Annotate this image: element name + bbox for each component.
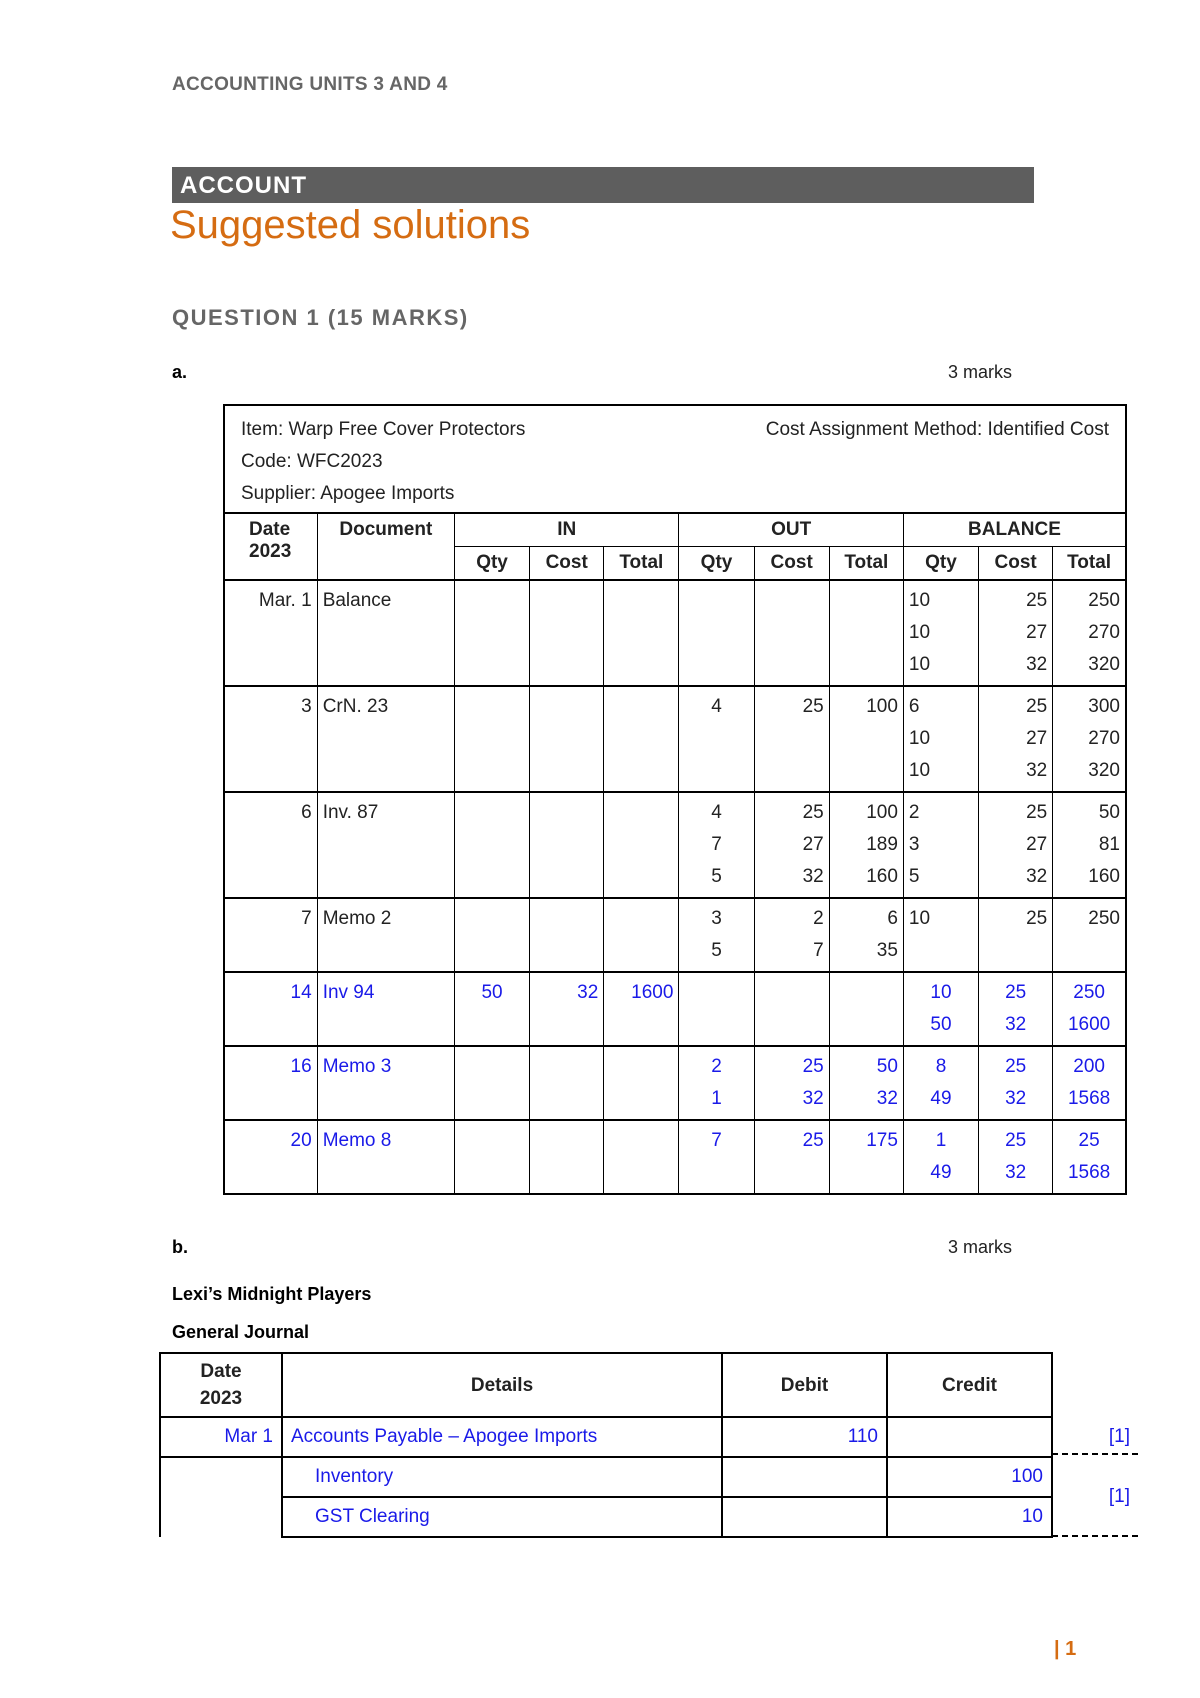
card-cell: 10	[903, 898, 978, 972]
card-item: Item: Warp Free Cover Protectors	[241, 419, 526, 440]
mark-1: [1]	[1108, 1426, 1130, 1447]
mark-divider	[1052, 1535, 1138, 1537]
card-cell: 250 1600	[1053, 972, 1126, 1046]
card-cell	[754, 972, 829, 1046]
card-cell: 10 10 10	[903, 580, 978, 686]
card-cell: 25	[979, 898, 1053, 972]
card-info	[224, 405, 1126, 513]
card-cell	[604, 686, 679, 792]
card-cell	[754, 580, 829, 686]
section-band: ACCOUNT	[172, 167, 1034, 203]
card-cell	[679, 972, 754, 1046]
card-cell: 25 32	[979, 1046, 1053, 1120]
card-row	[224, 792, 1126, 898]
card-cell	[604, 792, 679, 898]
card-cell	[604, 580, 679, 686]
col-balance-header: BALANCE	[903, 513, 1126, 547]
card-cell: Mar. 1	[224, 580, 317, 686]
col-date-header: Date 2023	[224, 513, 317, 580]
card-cell: 100 189 160	[829, 792, 903, 898]
col-in-header: IN	[454, 513, 678, 547]
page-subtitle: Suggested solutions	[170, 203, 531, 247]
card-cell: 250	[1053, 898, 1126, 972]
journal-title: General Journal	[172, 1322, 310, 1342]
card-cell	[454, 1120, 529, 1194]
card-cell	[530, 792, 604, 898]
card-cell	[454, 580, 529, 686]
card-cell: 1 49	[903, 1120, 978, 1194]
card-cell: 25	[754, 1120, 829, 1194]
card-cell: Inv 94	[317, 972, 454, 1046]
card-cell: 200 1568	[1053, 1046, 1126, 1120]
card-cell	[604, 898, 679, 972]
card-cell: 25 27 32	[979, 686, 1053, 792]
card-cell: 32	[530, 972, 604, 1046]
card-row	[224, 1046, 1126, 1120]
card-cell: Memo 3	[317, 1046, 454, 1120]
card-cell: 7	[679, 1120, 754, 1194]
card-cell: 50 81 160	[1053, 792, 1126, 898]
page-number: | 1	[1054, 1638, 1077, 1660]
card-cell: 14	[224, 972, 317, 1046]
card-cell	[530, 686, 604, 792]
card-method: Cost Assignment Method: Identified Cost	[765, 419, 1109, 440]
journal-row: Inventory 100 [1]	[160, 1457, 1138, 1497]
card-cell: 2 7	[754, 898, 829, 972]
card-cell	[829, 972, 903, 1046]
journal-row: GST Clearing 10	[160, 1497, 1138, 1537]
part-a-label: a.	[172, 362, 188, 382]
mark-divider	[1052, 1453, 1138, 1455]
part-b-marks: 3 marks	[948, 1237, 1013, 1257]
card-cell	[454, 686, 529, 792]
card-cell: 50	[454, 972, 529, 1046]
card-row	[224, 686, 1126, 792]
card-cell: Inv. 87	[317, 792, 454, 898]
card-cell	[530, 580, 604, 686]
course-title: ACCOUNTING UNITS 3 AND 4	[172, 74, 448, 95]
part-b-label: b.	[172, 1237, 188, 1257]
part-a-marks: 3 marks	[948, 362, 1013, 382]
card-cell: 10 50	[903, 972, 978, 1046]
card-cell	[679, 580, 754, 686]
card-cell: 2 1	[679, 1046, 754, 1120]
card-cell	[454, 1046, 529, 1120]
card-cell: 3	[224, 686, 317, 792]
card-cell: 6 35	[829, 898, 903, 972]
card-cell: 250 270 320	[1053, 580, 1126, 686]
card-cell: 6	[224, 792, 317, 898]
card-cell: 6 10 10	[903, 686, 978, 792]
card-cell	[530, 898, 604, 972]
card-cell: 25 1568	[1053, 1120, 1126, 1194]
card-cell: 175	[829, 1120, 903, 1194]
card-cell: 20	[224, 1120, 317, 1194]
card-cell: 2 3 5	[903, 792, 978, 898]
card-cell: Balance	[317, 580, 454, 686]
card-cell: 25 32	[979, 1120, 1053, 1194]
card-cell: 100	[829, 686, 903, 792]
card-cell	[829, 580, 903, 686]
card-cell: 3 5	[679, 898, 754, 972]
card-row	[224, 1120, 1126, 1194]
question-title: QUESTION 1 (15 MARKS)	[172, 305, 469, 330]
card-code: Code: WFC2023	[241, 451, 383, 472]
card-supplier: Supplier: Apogee Imports	[241, 483, 455, 504]
business-name: Lexi’s Midnight Players	[172, 1284, 372, 1304]
card-cell: 25 32	[979, 972, 1053, 1046]
card-cell: 50 32	[829, 1046, 903, 1120]
card-row	[224, 972, 1126, 1046]
card-cell: 25	[754, 686, 829, 792]
subheader-row: Qty Cost Total Qty Cost Total Qty Cost Total	[224, 547, 1126, 581]
card-row	[224, 580, 1126, 686]
card-cell: 25 27 32	[754, 792, 829, 898]
col-out-header: OUT	[679, 513, 903, 547]
card-cell: 4	[679, 686, 754, 792]
card-row	[224, 898, 1126, 972]
card-cell: Memo 8	[317, 1120, 454, 1194]
card-cell: 25 32	[754, 1046, 829, 1120]
card-cell	[604, 1120, 679, 1194]
general-journal	[159, 1352, 1138, 1538]
card-cell: 1600	[604, 972, 679, 1046]
card-cell: 7	[224, 898, 317, 972]
journal-row: Mar 1 Accounts Payable – Apogee Imports 110 [1]	[160, 1417, 1138, 1457]
card-cell	[530, 1046, 604, 1120]
inventory-card	[223, 404, 1127, 1195]
card-cell: 25 27 32	[979, 580, 1053, 686]
mark-2: [1]	[1108, 1486, 1130, 1507]
card-cell	[454, 792, 529, 898]
card-cell: 4 7 5	[679, 792, 754, 898]
card-cell: CrN. 23	[317, 686, 454, 792]
card-cell	[454, 898, 529, 972]
card-cell: 25 27 32	[979, 792, 1053, 898]
card-cell: Memo 2	[317, 898, 454, 972]
card-cell: 300 270 320	[1053, 686, 1126, 792]
col-document-header: Document	[317, 513, 454, 580]
journal-header-row: Date 2023 Details Debit Credit	[160, 1353, 1138, 1417]
card-cell: 8 49	[903, 1046, 978, 1120]
card-cell	[530, 1120, 604, 1194]
card-cell: 16	[224, 1046, 317, 1120]
card-cell	[604, 1046, 679, 1120]
